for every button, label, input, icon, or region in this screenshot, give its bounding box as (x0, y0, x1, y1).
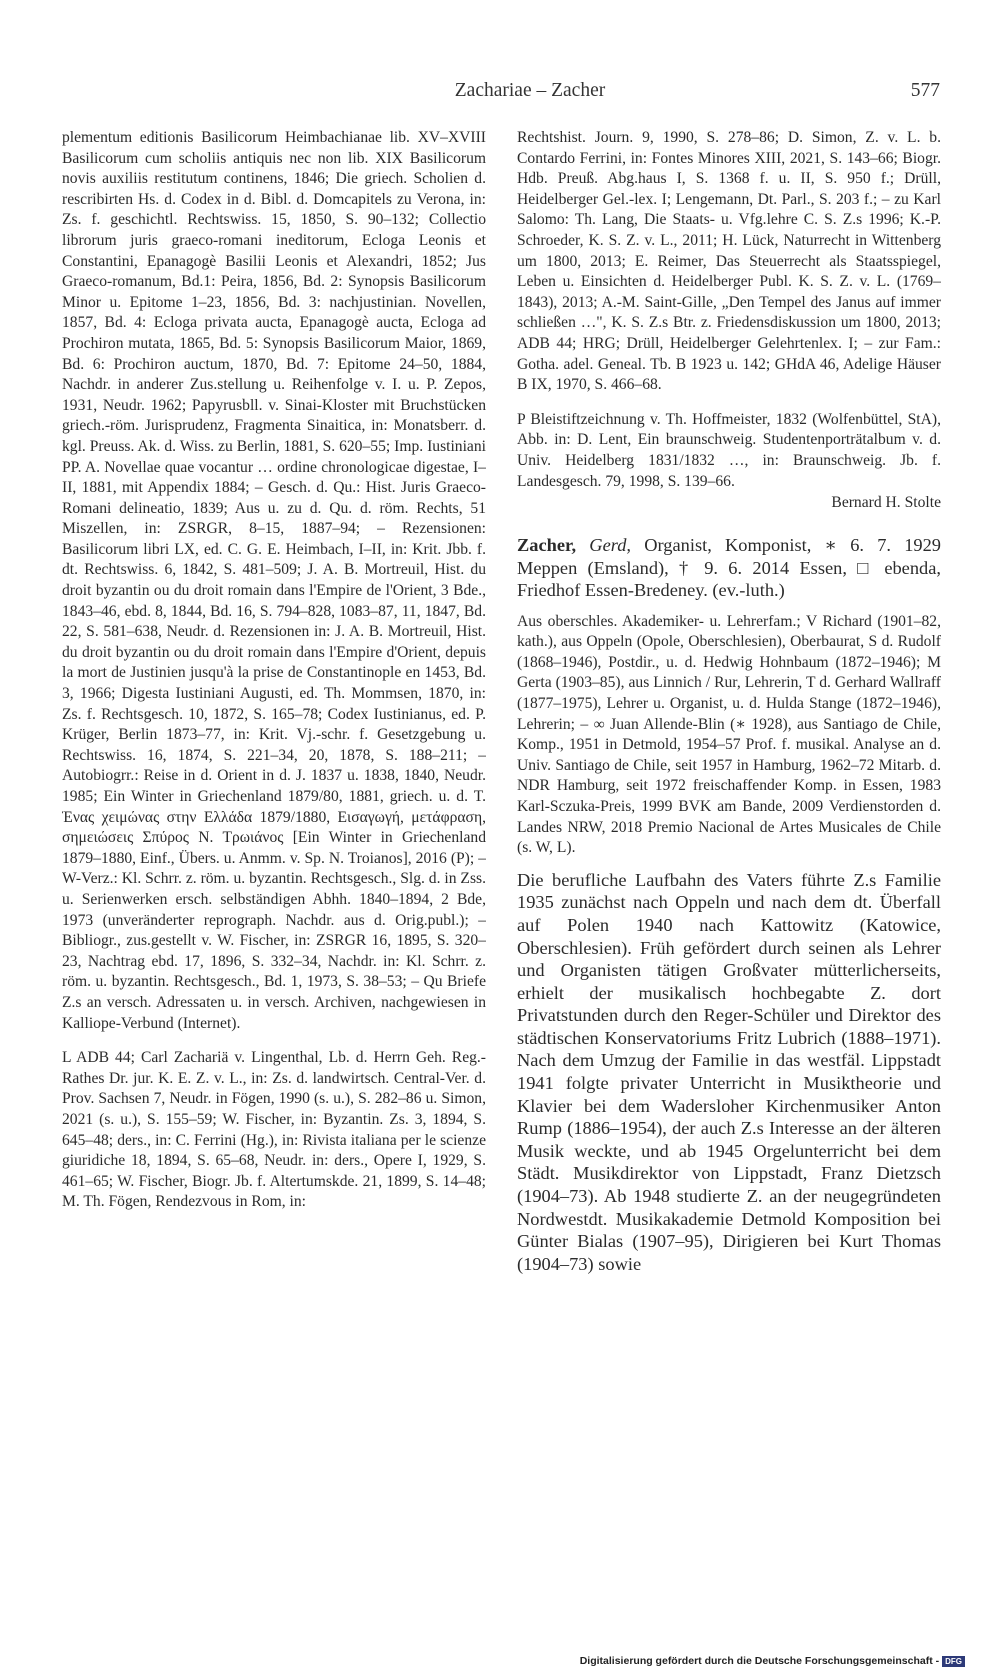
portrait-note: P Bleistiftzeichnung v. Th. Hoffmeister, 1832 (Wolfenbüttel, StA), Abb. in: D. Lent, Ein braunschweig. Studentenporträtalbum v. d. Univ. Heidelberg 1831/1832 …, in: Braunschweig. Jb. f. Landesgesch. 79, 1998, S. 139–66. (517, 410, 941, 490)
article-author: Bernard H. Stolte (831, 494, 941, 512)
literature-section: L ADB 44; Carl Zachariä v. Lingenthal, Lb. d. Herrn Geh. Reg.-Rathes Dr. jur. K. E. Z. v. L., in: Zs. d. landwirtsch. Central-Ver. d. Prov. Sachsen 7, Neudr. in Fögen, 1990 (s. u.), S. 282–86 u. Simon, 2021 (s. u.), S. 155–59; W. Fischer, in: Byzantin. Zs. 3, 1894, S. 645–48; ders., in: C. Ferrini (Hg.), in: Rivista italiana per le scienze giuridiche 18, 1894, S. 65–68, Neudr. in: ders., Opere I, 1929, S. 461–65; W. Fischer, Biogr. Jb. f. Altertumskde. 21, 1899, S. 14–48; M. Th. Fögen, Rendezvous in Rom, in: (62, 1049, 486, 1211)
biography-text: Die berufliche Laufbahn des Vaters führte Z.s Familie 1935 zunächst nach Oppeln und nach dem dt. Überfall auf Polen 1940 nach Kattowitz (Katowice, Oberschlesien). Früh gefördert durch seinen als Lehrer und Organisten tätigen Großvater mütterlicherseits, erhielt der musikalisch hochbegabte Z. dort Privatstunden durch den Reger-Schüler und Direktor des städtischen Konservatoriums Fritz Lubrich (1888–1971). Nach dem Umzug der Familie in das westfäl. Lippstadt 1941 folgte privater Unterricht in Musiktheorie und Klavier bei dem Wadersloher Kirchenmusiker Anton Rump (1886–1954), der auch Z.s Interesse an der älteren Musik weckte, und ab 1945 Orgelunterricht bei dem Städt. Musikdirektor von Lippstadt, Franz Dietzsch (1904–73). Ab 1948 studierte Z. an der neugegründeten Nordwestdt. Musikakademie Detmold Komposition bei Günter Bialas (1907–95), Dirigieren bei Kurt Thomas (1904–73) sowie (517, 869, 941, 1274)
running-head: Zachariae – Zacher (454, 80, 606, 101)
credit-text: Digitalisierung gefördert durch die Deutsche Forschungsgemeinschaft - (579, 1655, 940, 1667)
page-number: 577 (910, 80, 940, 101)
works-list-continued: plementum editionis Basilicorum Heimbachianae lib. XV–XVIII Basilicorum cum scholiis antiquis nec non lib. XIX Basilicorum novis auxiliis restitutum continens, 1846; Die griech. Scholien d. rescribirten Hs. d. Codex in d. Bibl. d. Domcapitels zu Verona, in: Zs. f. geschichtl. Rechtswiss. 15, 1850, S. 90–132; Collectio librorum juris graeco-romani ineditorum, Ecloga Leonis et Constantini, Epanagogè Basilii Leonis et Alexandri, 1852; Jus Graeco-romanum, Bd.1: Peira, 1856, Bd. 2: Synopsis Basilicorum Minor u. Epitome 1–23, 1856, Bd. 3: nachjustinian. Novellen, 1857, Bd. 4: Ecloga privata aucta, Epanagogè aucta, Ecloga ad Prochiron mutata, 1865, Bd. 5: Synopsis Basilicorum Maior, 1869, Bd. 6: Prochiron auctum, 1870, Bd. 7: Epitome 24–50, 1884, Nachdr. in anderer Zus.stellung u. Reihenfolge v. I. u. P. Zepos, 1931, Neudr. 1962; Papyrusbll. v. Sinai-Kloster mit Bruchstücken griech.-röm. Jurisprudenz, Fragmenta Sinaitica, in: Monatsberr. d. kgl. Preuss. Ak. d. Wiss. zu Berlin, 1881, S. 620–55; Imp. Iustiniani PP. A. Novellae quae vocantur … ordine chronologicae digestae, I–II, 1881, mit Appendix 1884; – Gesch. d. Qu.: Hist. Juris Graeco-Romani delineatio, 1839; Aus u. zu d. Qu. d. röm. Rechts, 51 Miszellen, in: ZSRGR, 8–15, 1887–94; – Rezensionen: Basilicorum libri LX, ed. C. G. E. Heimbach, I–II, in: Krit. Jbb. f. dt. Rechtswiss. 6, 1842, S. 481–509; J. A. B. Mortreuil, Hist. du droit byzantin ou du droit romain dans l'Empire de l'Orient, 3 Bde., 1843–46, ebd. 8, 1844, Bd. 16, S. 794–828, 1083–87, 11, 1847, Bd. 22, S. 581–638, Neudr. d. Rezensionen in: J. A. B. Mortreuil, Hist. du droit byzantin ou du droit romain dans l'Empire d'Orient, depuis la mort de Justinien jusqu'à la prise de Constantinople en 1453, Bd. 3, 1966; Digesta Iustiniani Augusti, ed. Th. Mommsen, 1870, in: Zs. f. Rechtsgesch. 10, 1872, S. 165–78; Codex Iustinianus, ed. P. Krüger, Berlin 1873–77, in: Krit. Vj.-schr. f. Gesetzgebung u. Rechtswiss. 16, 1874, S. 221–34, 20, 1878, S. 188–211; – Autobiogrr.: Reise in d. Orient in d. J. 1837 u. 1838, 1840, Neudr. 1985; Ein Winter in Griechenland 1879/80, 1881, griech. u. d. T. Ένας χειμώνας στην Ελλάδα 1879/1880, Εισαγωγή, μετάφραση, σημειώσεις Σπύρος Ν. Τρωιάνος [Ein Winter in Griechenland 1879–1880, Einf., Übers. u. Anmm. v. Sp. N. Troianos], 2016 (P); –W-Verz.: Kl. Schrr. z. röm. u. byzantin. Rechtsgesch., Slg. d. in Zss. u. Serienwerken ersch. selbständigen Abhh. 1840–1894, 2 Bde, 1973 (unveränderter reprograph. Nachdr. aus d. Orig.publ.); – Bibliogr., zus.gestellt v. W. Fischer, in: ZSRGR 16, 1895, S. 320–23, Nachtrag ebd. 17, 1896, S. 332–34, Nachdr. in: Kl. Schrr. z. röm. u. byzantin. Rechtsgesch., Bd. 1, 1973, S. 38–53; – Qu Briefe Z.s an versch. Adressaten u. in versch. Archiven, nachgewiesen in Kalliope-Verbund (Internet). (62, 129, 486, 1032)
entry-given-name: Gerd, (589, 535, 632, 556)
literature-continued: Rechtshist. Journ. 9, 1990, S. 278–86; D. Simon, Z. v. L. b. Contardo Ferrini, in: Fontes Minores XIII, 2021, S. 143–66; Biogr. Hdb. Preuß. Abg.haus I, S. 1368 f. u. II, S. 950 f.; Drüll, Heidelberger Gel.-lex. I; Lengemann, Dt. Parl., S. 203 f.; – zu Karl Salomo: Th. Lang, Die Staats- u. Vfg.lehre C. S. Z.s 1996; K.-P. Schroeder, K. S. Z. v. L., 2011; H. Lück, Naturrecht in Wittenberg um 1800, 2013; E. Reimer, Das Steuerrecht als Staatsspiegel, Leben u. Einsichten d. Heidelberger Publ. K. S. Z. v. L. (1769–1843), 2013; A.-M. Saint-Gille, „Den Tempel des Janus auf immer schließen …", K. S. Z.s Btr. z. Friedensdiskussion um 1800, 2013; ADB 44; HRG; Drüll, Heidelberger Gelehrtenlex. I; – zur Fam.: Gotha. adel. Geneal. Tb. B 1923 u. 142; GHdA 46, Adelige Häuser B IX, 1970, S. 466–68. (517, 129, 941, 394)
right-column (517, 128, 941, 1588)
entry-vital-data: Organist, Komponist, ∗ 6. 7. 1929 Meppen (Emsland), † 9. 6. 2014 Essen, □ ebenda, Friedhof Essen-Bredeney. (ev.-luth.) (517, 535, 941, 601)
entry-heading (517, 534, 941, 602)
left-column (62, 128, 486, 1588)
digitization-credit (565, 1655, 965, 1667)
family-genealogy: Aus oberschles. Akademiker- u. Lehrerfam.; V Richard (1901–82, kath.), aus Oppeln (Opole, Oberschlesien), Oberbaurat, S d. Rudolf (1868–1946), Postdir., u. d. Hedwig Hohnbaum (1872–1946); M Gerta (1903–85), aus Linnich / Rur, Lehrerin, T d. Gerhard Wallraff (1877–1975), Lehrer u. Organist, u. d. Hulda Stange (1872–1946), Lehrerin; – ∞ Juan Allende-Blin (∗ 1928), aus Santiago de Chile, Komp., 1951 in Detmold, 1954–57 Prof. f. musikal. Analyse an d. Univ. Santiago de Chile, seit 1957 in Hamburg, 1962–72 Mitarb. d. NDR Hamburg, seit 1972 freischaffender Komp. in Essen, 1983 Karl-Sczuka-Preis, 1999 BVK am Bande, 2009 Verdienstorden d. Landes NRW, 2018 Premio Nacional de Artes Musicales de Chile (s. W, L). (517, 612, 941, 857)
entry-surname: Zacher, (517, 535, 577, 556)
dfg-logo: DFG (942, 1656, 965, 1667)
